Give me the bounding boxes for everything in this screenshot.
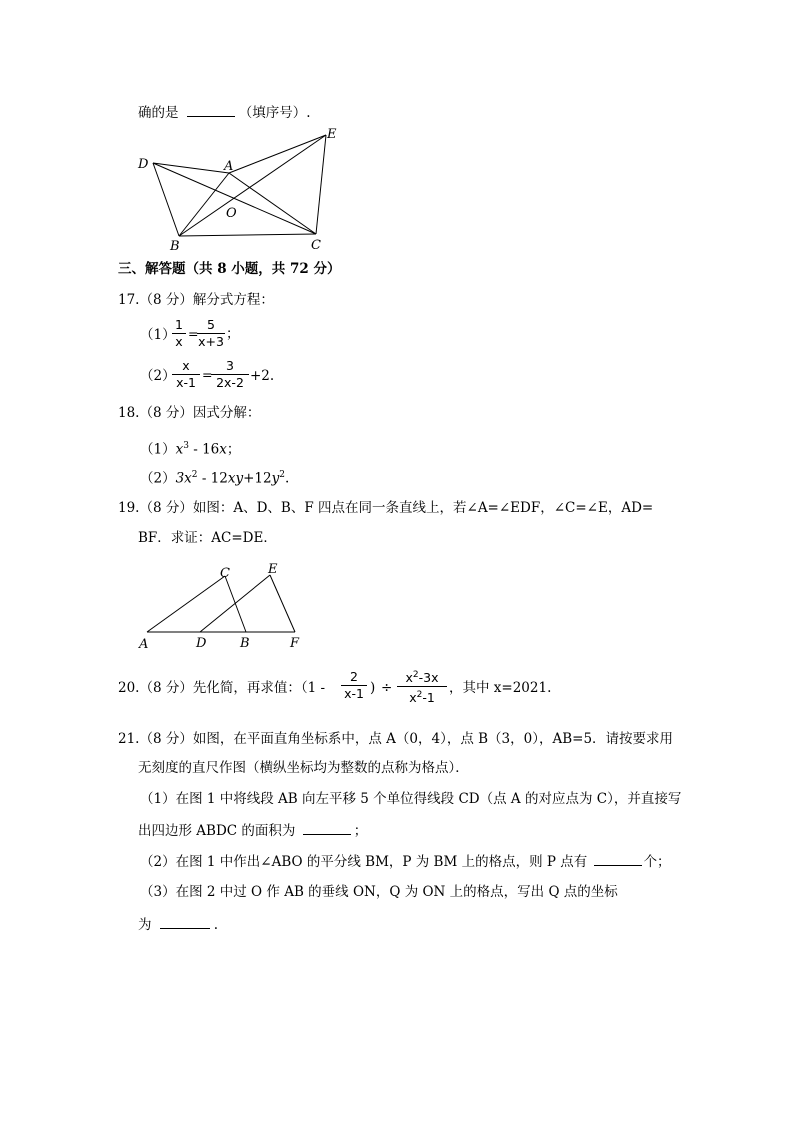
label-b: B [170, 239, 180, 254]
q18-p1-var: x [175, 441, 184, 458]
q20-f1-num: 2 [350, 669, 358, 684]
q17-p2-num1: x [182, 358, 190, 373]
q21-line7-end: . [213, 917, 219, 933]
q18-p1-var2: x [219, 441, 227, 458]
answer-blank [187, 104, 235, 117]
q18-p2-minus: - 12 [197, 470, 228, 487]
label-f: F [290, 636, 300, 651]
section-title: 三、解答题（共 8 小题，共 72 分） [118, 261, 341, 277]
q17-p2-den1: x-1 [176, 375, 196, 390]
q19-line1: 19.（8 分）如图：A、D、B、F 四点在同一条直线上，若∠A=∠EDF，∠C=∠E，AD= [118, 500, 654, 516]
q17-p1-den1: x [175, 334, 183, 349]
q18-p1-minus: - 16 [188, 441, 220, 458]
q17-p2-fraction1 [172, 359, 200, 390]
q18-title: 18.（8 分）因式分解： [118, 405, 261, 421]
q21-line7 [138, 916, 218, 933]
q21-line3: （1）在图 1 中将线段 AB 向左平移 5 个单位得线段 CD（点 A 的对应点为 C），并直接写 [140, 791, 682, 807]
q17-p1-num2: 5 [207, 317, 215, 332]
q18-p1-label: （1） [140, 441, 176, 458]
q21-line5-end: 个； [643, 854, 671, 870]
label-c: C [311, 238, 321, 253]
segment-ec [316, 135, 326, 234]
q20-fraction1 [341, 670, 367, 701]
segment-ab [179, 173, 229, 236]
segment-bc [179, 234, 316, 236]
q21-line4-text: 出四边形 ABDC 的面积为 [138, 823, 296, 839]
answer-line-suffix: （填序号）. [238, 105, 311, 121]
segment-db [153, 163, 179, 236]
q20-f2-num-exp: 2 [412, 670, 419, 680]
q20-fraction2 [397, 668, 447, 705]
q17-p1-num1: 1 [175, 317, 183, 332]
q17-p1-den2: x+3 [198, 334, 224, 349]
q21-line5 [140, 853, 671, 870]
q17-p1-end: ； [226, 326, 240, 342]
q20-f2-den-x: x [409, 690, 417, 706]
q21-line1: 21.（8 分）如图，在平面直角坐标系中，点 A（0，4），点 B（3，0），AB=5．请按要求用 [118, 731, 674, 747]
label-c: C [220, 566, 230, 581]
geometry-figure-quadrilateral [130, 125, 345, 255]
q21-line4-end: ； [353, 823, 368, 839]
label-e: E [268, 562, 278, 577]
q17-p1-equals: = [188, 326, 199, 341]
q17-p1-label: （1） [140, 327, 176, 343]
q21-line4 [138, 822, 367, 839]
segment-ef [270, 575, 295, 632]
label-o: O [226, 206, 237, 221]
q17-p2-label: （2） [140, 368, 176, 384]
geometry-figure-triangles [135, 557, 310, 652]
q17-p2-num2: 3 [226, 358, 234, 373]
q20-divide: ÷ [381, 680, 393, 696]
q17-title: 17.（8 分）解分式方程： [118, 292, 274, 308]
segment-ac [147, 576, 225, 632]
q17-p2-den2: 2x-2 [216, 375, 244, 390]
label-a: A [224, 159, 234, 174]
label-e: E [327, 127, 337, 142]
q18-p2-end: . [284, 470, 290, 487]
q18-p2-plus: +12 [243, 470, 272, 487]
q18-p2-label: （2） [140, 470, 176, 487]
q18-p2-y: y [271, 470, 280, 487]
q19-line2: BF．求证：AC=DE． [138, 530, 277, 546]
label-b: B [240, 636, 250, 651]
q20-suffix: ，其中 x=2021. [449, 680, 552, 696]
label-a: A [139, 637, 149, 652]
q20-f2-num-rest: -3x [418, 670, 439, 686]
q18-p2-exp1: 2 [191, 470, 198, 480]
segment-cb [225, 576, 246, 632]
q20-f2-den-exp: 2 [416, 690, 423, 701]
q18-p1-end: ； [226, 441, 241, 458]
q18-p2-xy: xy [227, 470, 244, 487]
q20-close-paren: ) [370, 680, 376, 696]
q20-f2-den-rest: -1 [422, 690, 435, 706]
q17-p2-equals: = [202, 367, 213, 382]
q21-count-blank [594, 853, 642, 866]
q18-part1 [140, 438, 240, 458]
answer-line [138, 104, 311, 121]
q21-line7-text: 为 [138, 917, 152, 933]
segment-de [200, 575, 270, 632]
q17-p1-fraction2 [197, 318, 225, 349]
q17-p2-fraction2 [211, 359, 249, 390]
segment-be [179, 135, 326, 236]
label-d: D [138, 157, 149, 172]
label-d: D [196, 636, 207, 651]
q18-part2 [140, 467, 289, 487]
q21-line2: 无刻度的直尺作图（横纵坐标均为整数的点称为格点）． [138, 760, 469, 776]
segment-ae [229, 135, 326, 173]
q17-p1-fraction1 [172, 318, 186, 349]
q21-coord-blank [160, 916, 210, 929]
segment-ac [229, 173, 316, 234]
segment-dc [153, 163, 316, 234]
q21-line5-text: （2）在图 1 中作出∠ABO 的平分线 BM，P 为 BM 上的格点，则 P 点有 [140, 854, 588, 870]
q18-p2-exp2: 2 [279, 470, 285, 480]
q20-prefix: 20.（8 分）先化简，再求值：（1 - [118, 680, 326, 696]
q18-p1-exp: 3 [183, 441, 189, 451]
q21-area-blank [303, 822, 351, 835]
answer-line-text: 确的是 [138, 105, 179, 121]
q17-p2-end: +2. [250, 368, 275, 384]
q21-line6: （3）在图 2 中过 O 作 AB 的垂线 ON，Q 为 ON 上的格点，写出 Q 点的坐标 [140, 884, 618, 900]
q20-f1-den: x-1 [344, 686, 364, 701]
q18-p2-term1: 3x [175, 470, 192, 487]
q20-f2-num-x: x [405, 670, 413, 686]
